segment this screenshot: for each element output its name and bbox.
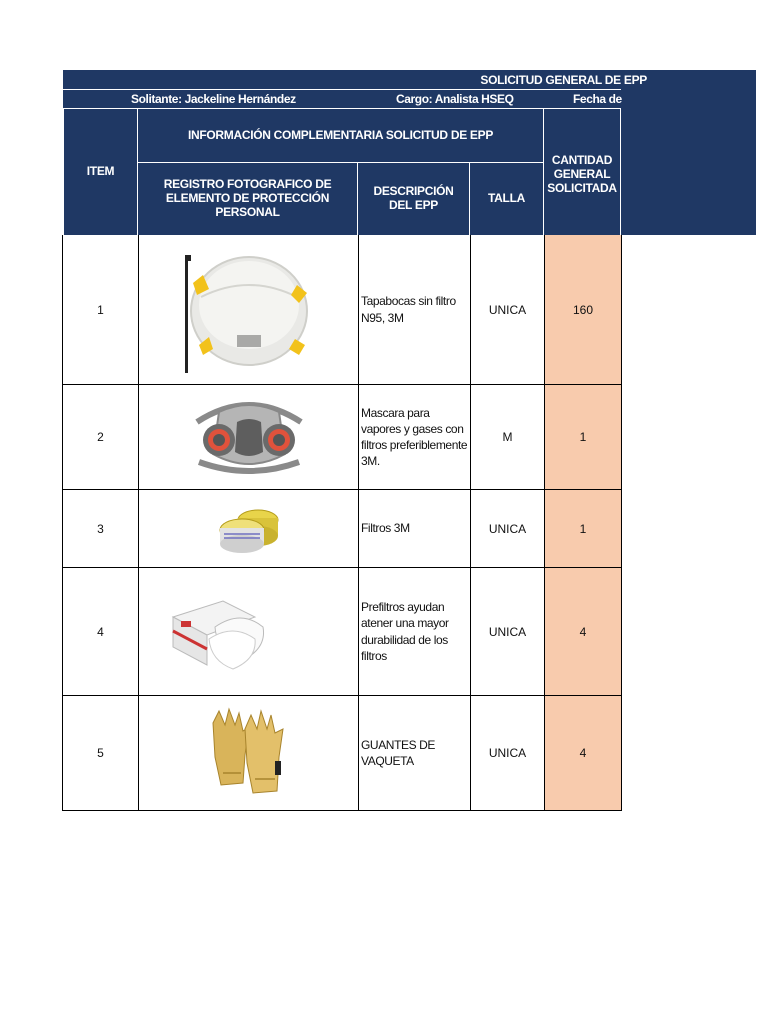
- description-cell: Filtros 3M: [359, 490, 471, 568]
- col-talla-header: TALLA: [488, 191, 525, 206]
- item-cell: 3: [63, 490, 139, 568]
- description-cell: Mascara para vapores y gases con filtros preferiblemente 3M.: [359, 385, 471, 490]
- photo-cell: [139, 696, 359, 811]
- requester-role: Cargo: Analista HSEQ: [396, 92, 514, 106]
- requester-row: [63, 90, 621, 108]
- table-row: [63, 490, 622, 568]
- table-row: [63, 235, 622, 385]
- photo-cell: [139, 385, 359, 490]
- table-row: [63, 385, 622, 490]
- col-item-header: ITEM: [86, 164, 115, 179]
- quantity-cell: 1: [545, 490, 622, 568]
- size-cell: UNICA: [471, 490, 545, 568]
- photo-cell: [139, 568, 359, 696]
- quantity-cell: 160: [545, 235, 622, 385]
- size-cell: UNICA: [471, 235, 545, 385]
- item-cell: 4: [63, 568, 139, 696]
- col-info-header: INFORMACIÓN COMPLEMENTARIA SOLICITUD DE EPP: [187, 127, 494, 142]
- item-cell: 5: [63, 696, 139, 811]
- description-cell: GUANTES DE VAQUETA: [359, 696, 471, 811]
- prefilter-pads-icon: [167, 587, 277, 677]
- quantity-cell: 1: [545, 385, 622, 490]
- request-date-label: Fecha de: [573, 92, 622, 106]
- description-cell: Prefiltros ayudan atener una mayor durabilidad de los filtros: [359, 568, 471, 696]
- col-descripcion-header: DESCRIPCIÓN DEL EPP: [373, 184, 454, 212]
- size-cell: UNICA: [471, 696, 545, 811]
- leather-gloves-icon: [199, 703, 299, 803]
- cartridge-filter-icon: [214, 504, 284, 554]
- quantity-cell: 4: [545, 568, 622, 696]
- table-row: [63, 696, 622, 811]
- half-face-respirator-icon: [189, 392, 309, 482]
- epp-table-body: [62, 235, 621, 811]
- photo-cell: [139, 235, 359, 385]
- col-registro-header: REGISTRO FOTOGRAFICO DE ELEMENTO DE PROTECCIÓN PERSONAL: [163, 177, 332, 219]
- title-row: [63, 70, 647, 89]
- page-title: SOLICITUD GENERAL DE EPP: [480, 72, 647, 87]
- table-row: [63, 568, 622, 696]
- size-cell: UNICA: [471, 568, 545, 696]
- photo-cell: [139, 490, 359, 568]
- size-cell: M: [471, 385, 545, 490]
- item-cell: 1: [63, 235, 139, 385]
- quantity-cell: 4: [545, 696, 622, 811]
- n95-mask-icon: [179, 245, 319, 375]
- requester-name: Solitante: Jackeline Hernández: [131, 92, 296, 106]
- item-cell: 2: [63, 385, 139, 490]
- col-cantidad-header: CANTIDAD GENERAL SOLICITADA: [547, 153, 617, 195]
- description-cell: Tapabocas sin filtro N95, 3M: [359, 235, 471, 385]
